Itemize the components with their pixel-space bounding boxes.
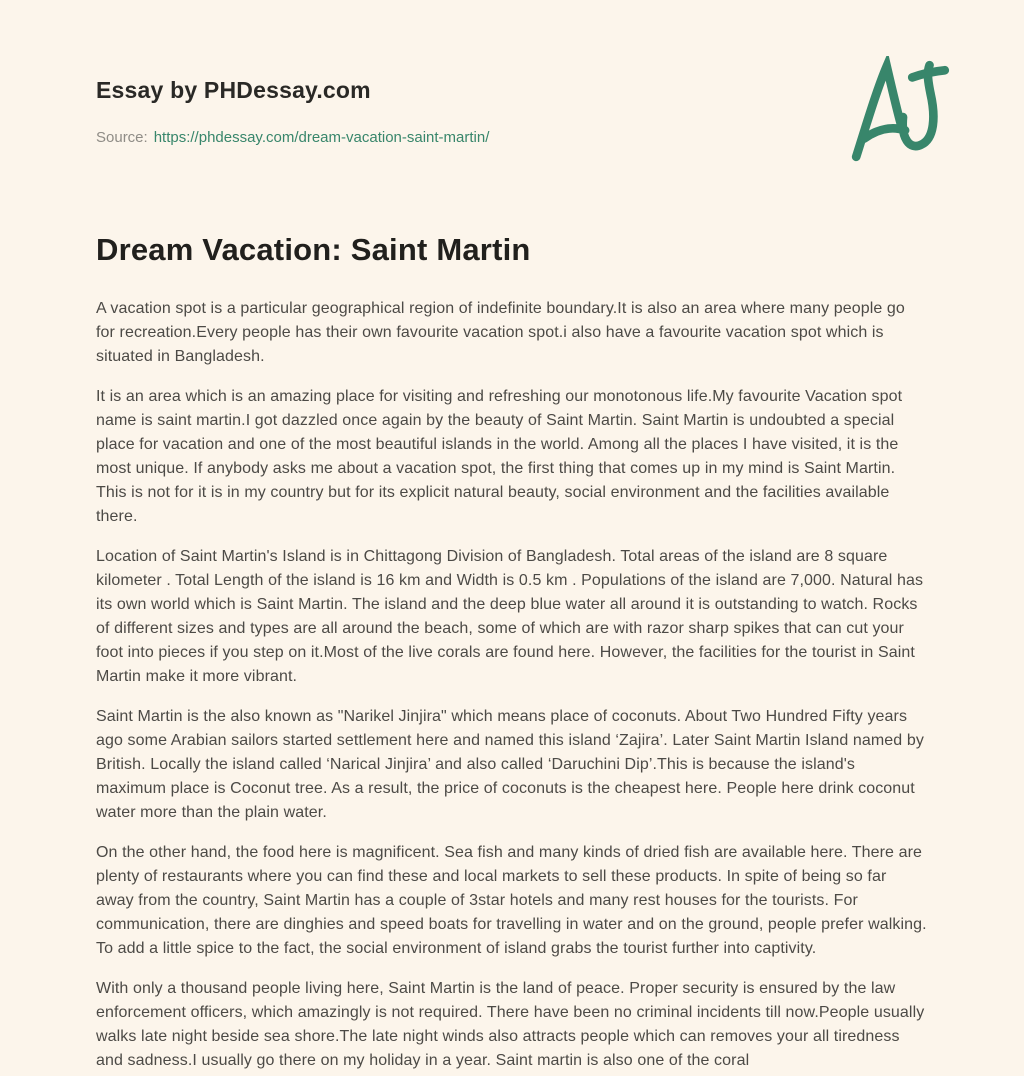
essay-paragraph: On the other hand, the food here is magnificent. Sea fish and many kinds of dried fish are available here. There are plenty of restaurants where you can find these and local markets to sell these products. In spite of being so far away from the country, Saint Martin has a couple of 3star hotels and many rest houses for the tourists. For communication, there are dinghies and speed boats for travelling in water and on the ground, people prefer walking. To add a little spice to the fact, the social environment of island grabs the tourist further into captivity. bbox=[96, 844, 927, 957]
essay-paragraph: Saint Martin is the also known as "Narikel Jinjira" which means place of coconuts. About Two Hundred Fifty years ago some Arabian sailors started settlement here and named this island ‘Zajira’. Later Saint Martin Island named by British. Locally the island called ‘Narical Jinjira’ and also called ‘Daruchini Dip’.This is because the island's maximum place is Coconut tree. As a result, the price of coconuts is the cheapest here. People here drink coconut water more than the plain water. bbox=[96, 708, 924, 821]
essay-body bbox=[96, 297, 928, 1073]
essay-paragraph: Location of Saint Martin's Island is in Chittagong Division of Bangladesh. Total areas of the island are 8 square kilometer . Total Length of the island is 16 km and Width is 0.5 km . Populations of the island are 7,000. Natural has its own world which is Saint Martin. The island and the deep blue water all around it is outstanding to watch. Rocks of different sizes and types are all around the beach, some of which are with razor sharp spikes that can cut your foot into pieces if you step on it.Most of the live corals are found here. However, the facilities for the tourist in Saint Martin make it more vibrant. bbox=[96, 548, 924, 685]
source-label: Source: bbox=[96, 128, 148, 146]
essay-paragraph: With only a thousand people living here, Saint Martin is the land of peace. Proper security is ensured by the law enforcement officers, which amazingly is not required. There have been no criminal incidents till now.People usually walks late night beside sea shore.The late night winds also attracts people which can removes your all tiredness and sadness.I usually go there on my holiday in a year. Saint martin is also one of the coral bbox=[96, 980, 925, 1069]
phdessay-a-plus-logo-icon bbox=[850, 56, 952, 166]
brand-heading: Essay by PHDessay.com bbox=[96, 77, 371, 103]
essay-paragraph: A vacation spot is a particular geographical region of indefinite boundary.It is also an area where many people go for recreation.Every people has their own favourite vacation spot.i also have a favourite vacation spot which is situated in Bangladesh. bbox=[96, 300, 905, 365]
source-line bbox=[96, 128, 928, 148]
page-title: Dream Vacation: Saint Martin bbox=[96, 232, 531, 268]
essay-page bbox=[96, 0, 928, 1073]
source-link[interactable]: https://phdessay.com/dream-vacation-saint-martin/ bbox=[153, 128, 490, 146]
page-header bbox=[96, 76, 928, 147]
essay-paragraph: It is an area which is an amazing place for visiting and refreshing our monotonous life.My favourite Vacation spot name is saint martin.I got dazzled once again by the beauty of Saint Martin. Saint Martin is undoubted a special place for vacation and one of the most beautiful islands in the world. Among all the places I have visited, it is the most unique. If anybody asks me about a vacation spot, the first thing that comes up in my mind is Saint Martin. This is not for it is in my country but for its explicit natural beauty, social environment and the facilities available there. bbox=[96, 388, 903, 525]
